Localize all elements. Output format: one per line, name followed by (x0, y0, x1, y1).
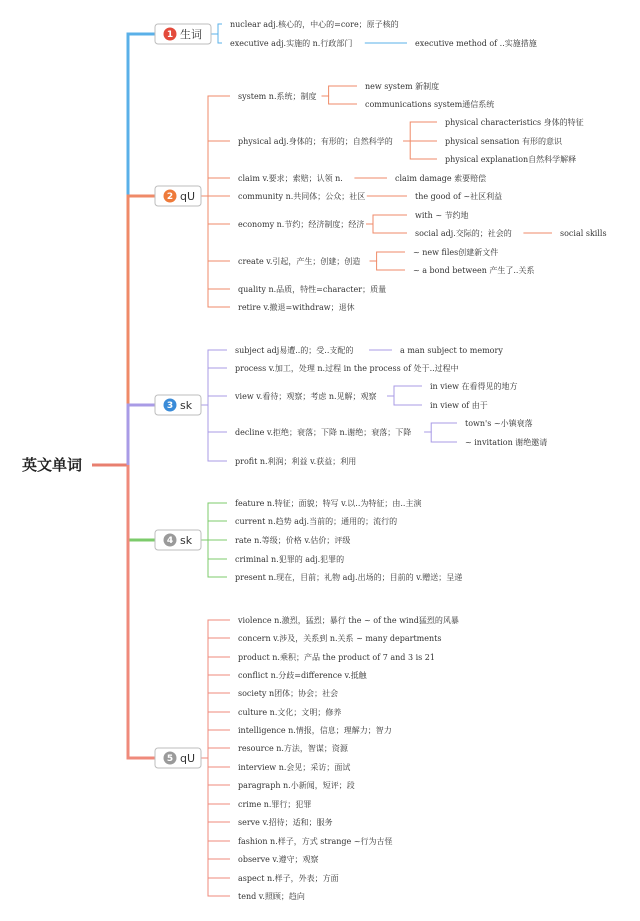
subtopic-node: with ~ 节约地 (415, 211, 469, 220)
connector (403, 122, 437, 141)
topic-node: view v.看待；观察；考虑 n.见解；观察 (235, 392, 377, 401)
subtopic-node: ~ new files创建新文件 (413, 248, 499, 257)
connector (201, 196, 230, 307)
connector (370, 261, 405, 270)
subtopic-node: social skills (560, 229, 607, 238)
connector (201, 758, 230, 841)
connector (201, 730, 230, 758)
topic-node: conflict n.分歧=difference v.抵触 (238, 671, 367, 680)
connector (201, 368, 227, 405)
branch-5[interactable] (155, 748, 201, 768)
connector (201, 758, 230, 804)
branch-label: sk (180, 534, 193, 547)
connector (424, 432, 457, 442)
branch-number: 4 (166, 536, 174, 547)
branch-2[interactable] (155, 186, 201, 206)
branch-connector-2 (128, 196, 155, 465)
topic-node: violence n.激烈，猛烈；暴行 the ~ of the wind猛烈的风暴 (238, 616, 459, 625)
branch-box (155, 530, 201, 550)
subtopic-node: a man subject to memory (400, 346, 503, 355)
branch-connector-4 (128, 465, 155, 540)
connector (366, 215, 407, 224)
branch-number: 1 (166, 30, 174, 41)
subtopic-node: the good of ~社区利益 (415, 192, 503, 201)
subtopic-node: physical sensation 有形的意识 (445, 137, 562, 146)
connector (201, 141, 230, 196)
connector (211, 24, 222, 34)
topic-node: quality n.品质，特性=character；质量 (238, 285, 387, 294)
subtopic-node: ~ a bond between 产生了..关系 (413, 266, 535, 275)
connector (403, 141, 437, 159)
topic-node: resource n.方法，智谋；资源 (238, 744, 348, 753)
connector (387, 386, 422, 396)
branch-connector-3 (128, 405, 155, 465)
connector (201, 540, 227, 559)
subtopic-node: in view of 由于 (430, 401, 488, 410)
branch-1[interactable] (155, 24, 211, 44)
topic-node: criminal n.犯罪的 adj.犯罪的 (235, 555, 345, 564)
topic-node: decline v.拒绝；衰落；下降 n.谢绝；衰落；下降 (235, 428, 412, 437)
subtopic-node: town's ~小镇衰落 (465, 419, 533, 428)
connector (424, 423, 457, 432)
topic-node: concern v.涉及，关系到 n.关系 ~ many departments (238, 634, 442, 643)
connector (201, 350, 227, 405)
branch-number: 5 (166, 754, 174, 765)
connector (322, 86, 357, 96)
connector (201, 96, 230, 196)
topic-node: create v.引起，产生；创建；创造 (238, 257, 361, 266)
connector (201, 521, 227, 540)
topic-node: retire v.撤退=withdraw；退休 (238, 303, 355, 312)
branch-number: 2 (166, 192, 174, 203)
subtopic-node: communications system通信系统 (365, 100, 495, 109)
connector (322, 96, 357, 104)
connector (370, 252, 405, 261)
topic-node: product n.乘积；产品 the product of 7 and 3 is 21 (238, 653, 435, 662)
branch-3[interactable] (155, 395, 201, 415)
connector (201, 657, 230, 758)
subtopic-node: executive method of ..实施措施 (415, 39, 537, 48)
topic-node: claim v.要求；索赔；认领 n. (238, 174, 343, 183)
topic-node: fashion n.样子，方式 strange ~行为古怪 (238, 837, 393, 846)
topic-node: serve v.招待；适和；服务 (238, 818, 333, 827)
topic-node: subject adj易遭..的；受..支配的 (235, 346, 354, 355)
connector (201, 758, 230, 785)
topic-node: community n.共同体；公众；社区 (238, 192, 366, 201)
connector (201, 196, 230, 261)
branch-label: qU (180, 190, 196, 203)
connector (201, 758, 230, 859)
branch-4[interactable] (155, 530, 201, 550)
topic-node: tend v.照顾；趋向 (238, 892, 305, 901)
topic-node: paragraph n.小新闻，短评；段 (238, 781, 355, 790)
topic-node: nuclear adj.核心的，中心的=core；原子核的 (230, 20, 399, 29)
branch-label: qU (180, 752, 196, 765)
branch-label: 生词 (180, 28, 202, 41)
connector (201, 712, 230, 758)
connector (201, 638, 230, 758)
connector (211, 34, 222, 43)
topic-node: system n.系统；制度 (238, 92, 317, 101)
topic-node: culture n.文化；文明；修养 (238, 708, 342, 717)
connector (201, 405, 227, 432)
subtopic-node: ~ invitation 谢绝邀请 (465, 438, 548, 447)
branch-connector-1 (128, 34, 155, 465)
topic-node: intelligence n.情报，信息；理解力；智力 (238, 726, 392, 735)
connector (201, 675, 230, 758)
topic-node: aspect n.样子，外表；方面 (238, 874, 339, 883)
connector (201, 196, 230, 289)
topic-node: process v.加工，处理 n.过程 in the process of 处于..过程中 (235, 364, 459, 373)
connector (201, 758, 230, 822)
subtopic-node: physical explanation自然科学解释 (445, 155, 577, 164)
subtopic-node: in view 在看得见的地方 (430, 382, 518, 391)
branch-number: 3 (166, 401, 174, 412)
topic-node: economy n.节约；经济制度；经济 (238, 220, 365, 229)
connector (201, 620, 230, 758)
topic-node: current n.趋势 adj.当前的；通用的；流行的 (235, 517, 398, 526)
topic-node: feature n.特征；面貌；特写 v.以..为特征；由..主演 (235, 499, 422, 508)
root-topic: 英文单词 (22, 456, 83, 474)
connector (201, 405, 227, 461)
connector (201, 396, 227, 405)
connector (201, 748, 230, 758)
connector (201, 758, 230, 767)
subtopic-node: social adj.交际的；社会的 (415, 229, 512, 238)
topic-node: society n团体；协会；社会 (238, 689, 339, 698)
topic-node: physical adj.身体的；有形的；自然科学的 (238, 137, 393, 146)
connector (201, 758, 230, 896)
topic-node: rate n.等级；价格 v.估价；评级 (235, 536, 351, 545)
subtopic-node: claim damage 索要赔偿 (395, 174, 487, 183)
connector (201, 758, 230, 878)
topic-node: observe v.遵守；观察 (238, 855, 319, 864)
subtopic-node: physical characteristics 身体的特征 (445, 118, 584, 127)
connector (201, 196, 230, 224)
connector (366, 224, 407, 233)
topic-node: interview n.会见；采访；面试 (238, 763, 351, 772)
connector (387, 396, 422, 405)
connector (201, 178, 230, 196)
topic-node: executive adj.实施的 n.行政部门 (230, 39, 353, 48)
topic-node: profit n.利润；利益 v.获益；利用 (235, 457, 357, 466)
subtopic-node: new system 新制度 (365, 82, 440, 91)
topic-node: crime n.罪行；犯罪 (238, 800, 312, 809)
branch-connector-5 (128, 465, 155, 758)
branch-box (155, 395, 201, 415)
branch-label: sk (180, 399, 193, 412)
topic-node: present n.现在，目前；礼物 adj.出场的；目前的 v.赠送；呈递 (235, 573, 463, 582)
